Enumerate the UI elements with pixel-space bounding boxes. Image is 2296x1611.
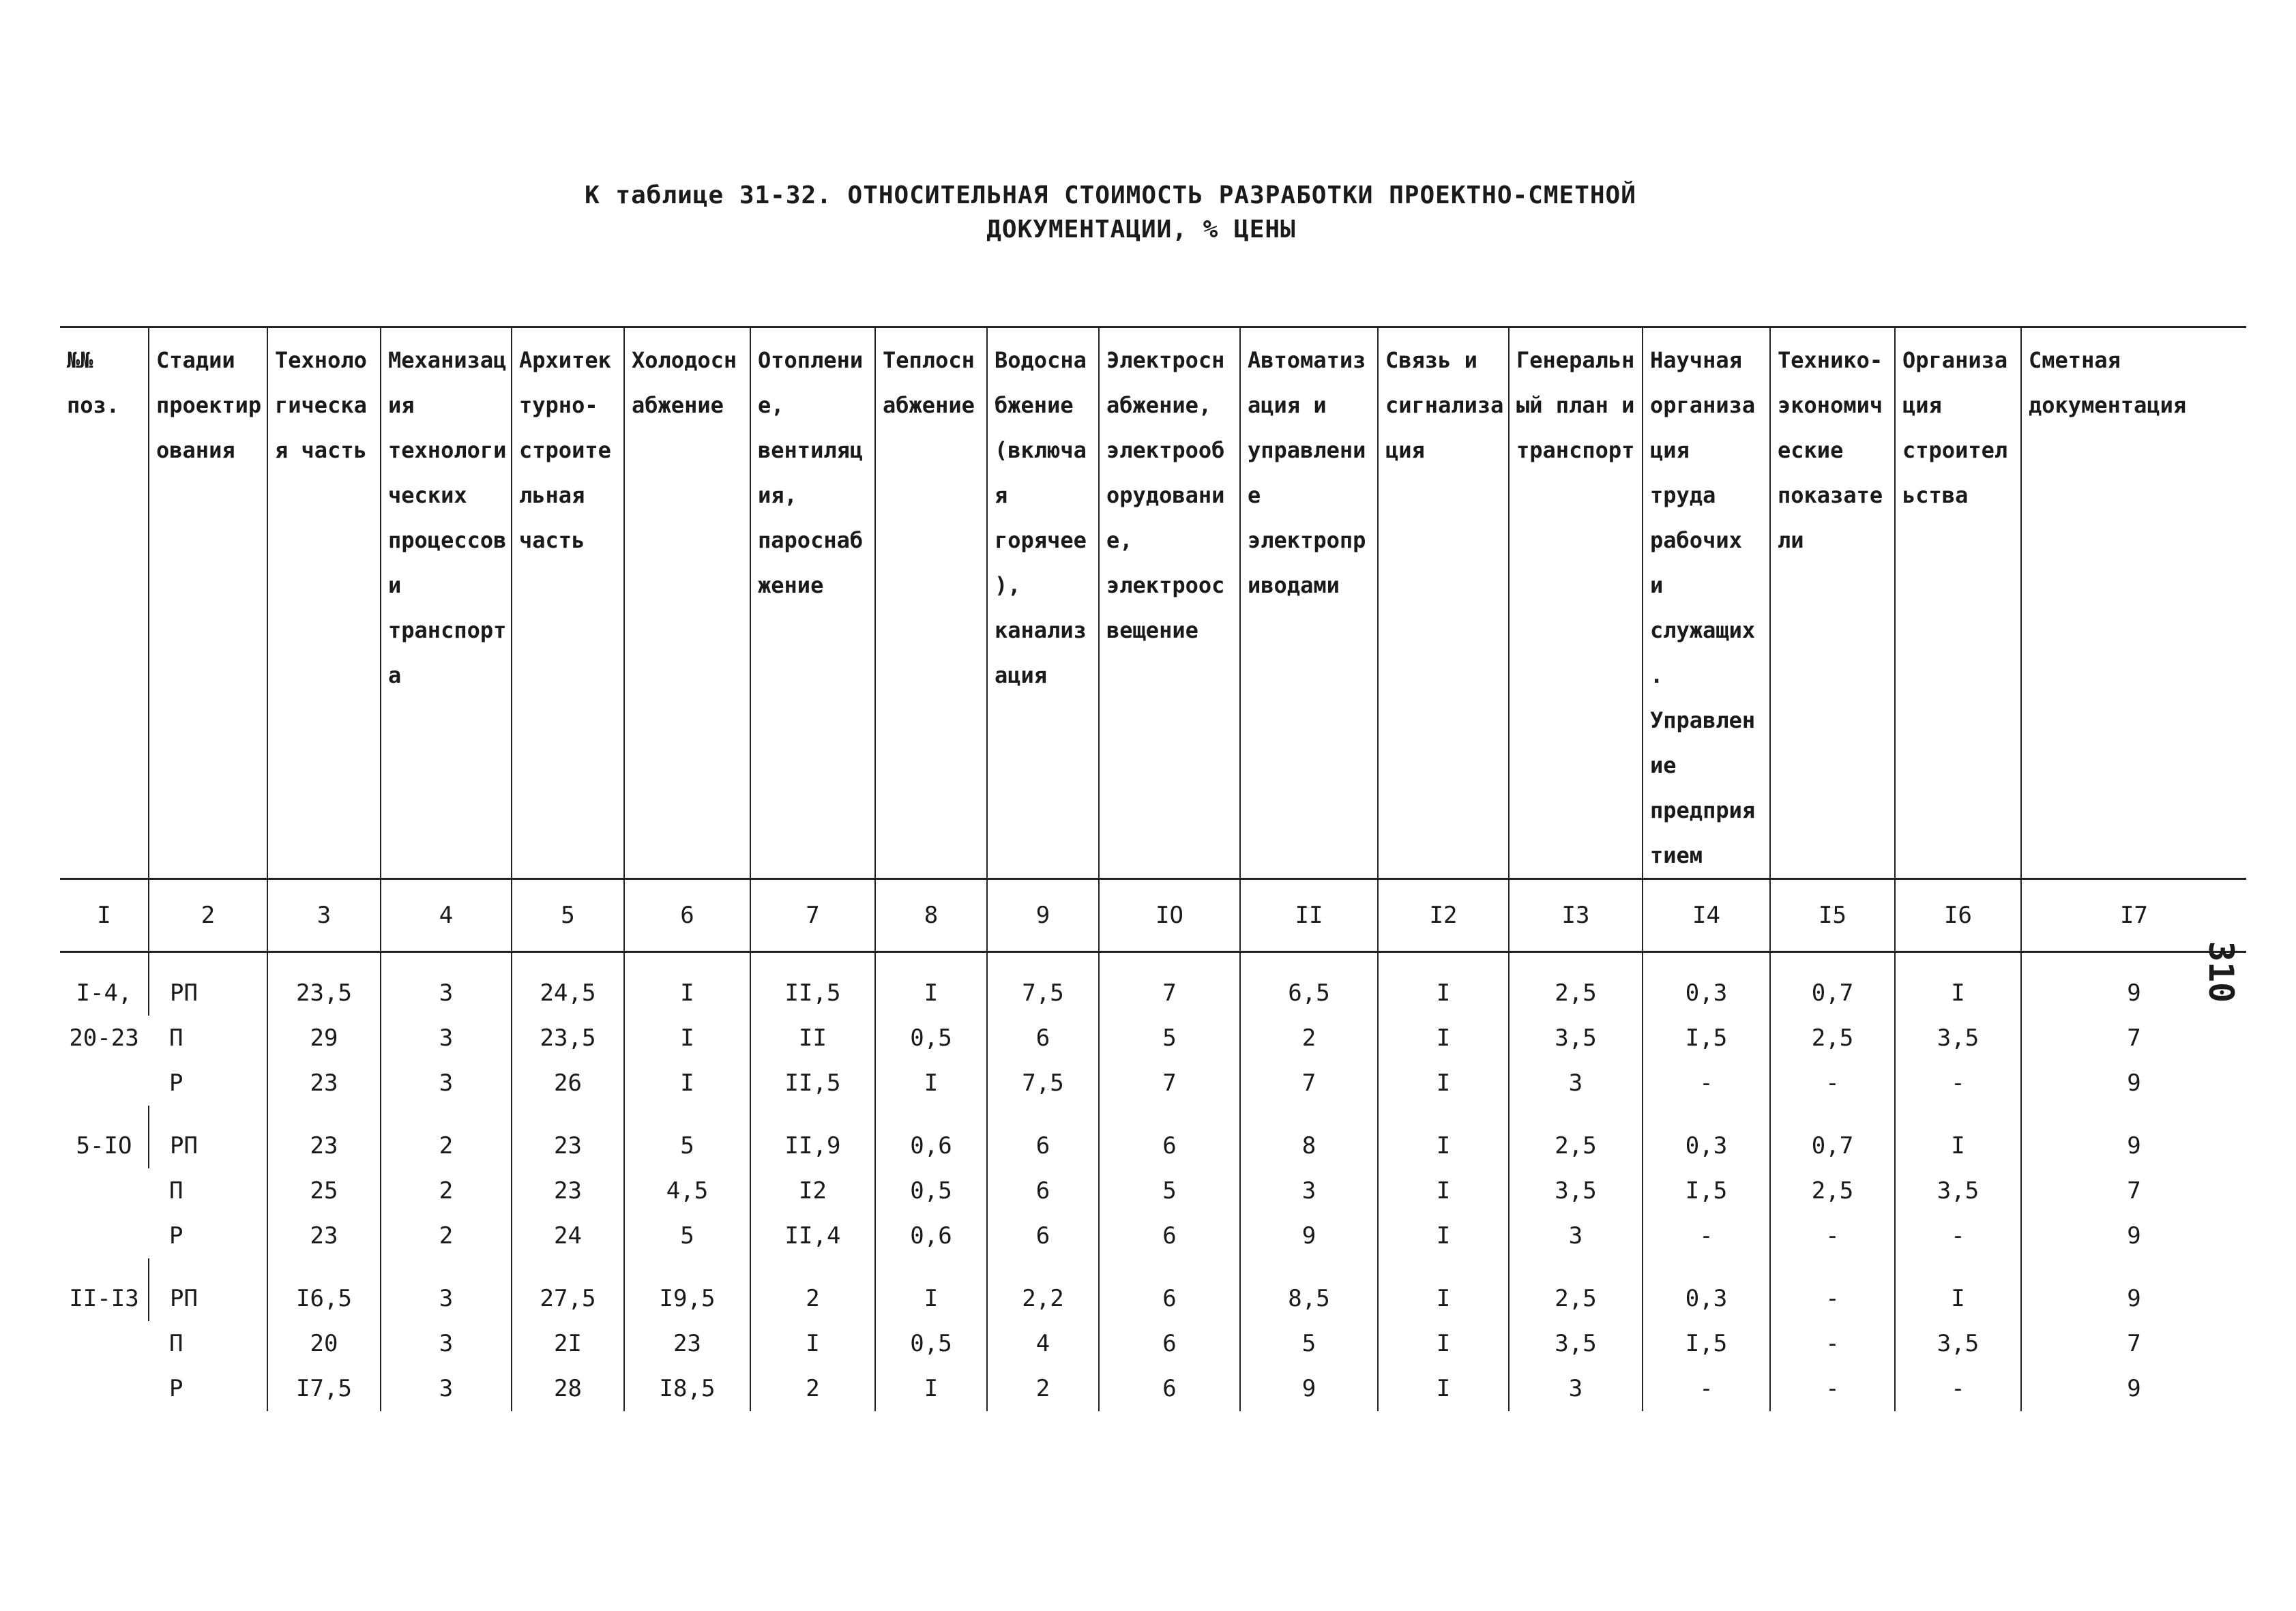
col-header-2: Стадии проектирования xyxy=(149,327,267,879)
value-cell: 3 xyxy=(1509,1061,1643,1106)
value-cell: 6 xyxy=(1099,1213,1240,1258)
stage-cell: П xyxy=(169,1177,183,1204)
page-number: 310 xyxy=(2201,941,2241,1003)
document-title xyxy=(0,179,2296,247)
value-cell: 26 xyxy=(512,1061,624,1106)
value-cell: 25 xyxy=(267,1168,381,1213)
value-cell: I2 xyxy=(750,1168,875,1213)
value-cell: I7,5 xyxy=(267,1366,381,1411)
value-cell: 0,7 xyxy=(1770,1106,1895,1168)
value-cell: 9 xyxy=(2021,1106,2246,1168)
value-cell: 7 xyxy=(1099,1061,1240,1106)
value-cell: 24,5 xyxy=(512,952,624,1016)
column-number-row xyxy=(60,879,2246,952)
value-cell: I xyxy=(1378,1106,1509,1168)
col-header-17: Сметная документация xyxy=(2021,327,2246,879)
value-cell: 6 xyxy=(987,1213,1099,1258)
value-cell: 6 xyxy=(1099,1258,1240,1321)
value-cell: 23,5 xyxy=(267,952,381,1016)
value-cell: I xyxy=(1378,1321,1509,1366)
value-cell: - xyxy=(1770,1321,1895,1366)
value-cell: - xyxy=(1770,1213,1895,1258)
value-cell: I xyxy=(624,952,750,1016)
col-number: 4 xyxy=(381,879,512,952)
col-header-12: Связь и сигнализация xyxy=(1378,327,1509,879)
value-cell: - xyxy=(1643,1061,1770,1106)
value-cell: 2,5 xyxy=(1770,1168,1895,1213)
col-number: I7 xyxy=(2021,879,2246,952)
value-cell: 23 xyxy=(267,1061,381,1106)
value-cell: 23 xyxy=(512,1106,624,1168)
value-cell: I xyxy=(875,1061,987,1106)
value-cell: 23 xyxy=(267,1106,381,1168)
table-row xyxy=(60,1061,2246,1106)
value-cell: 2,5 xyxy=(1509,952,1643,1016)
value-cell: 3 xyxy=(1240,1168,1378,1213)
col-number: IO xyxy=(1099,879,1240,952)
value-cell: 28 xyxy=(512,1366,624,1411)
value-cell: 27,5 xyxy=(512,1258,624,1321)
value-cell: 0,7 xyxy=(1770,952,1895,1016)
value-cell: 6 xyxy=(987,1016,1099,1061)
value-cell: 6 xyxy=(1099,1366,1240,1411)
value-cell: 6 xyxy=(1099,1321,1240,1366)
value-cell: 2,5 xyxy=(1509,1258,1643,1321)
col-number: II xyxy=(1240,879,1378,952)
value-cell: 9 xyxy=(2021,1366,2246,1411)
col-number: I5 xyxy=(1770,879,1895,952)
stage-cell: Р xyxy=(169,1069,183,1097)
value-cell: 7 xyxy=(2021,1016,2246,1061)
value-cell: I xyxy=(875,1366,987,1411)
col-number: 9 xyxy=(987,879,1099,952)
value-cell: II,5 xyxy=(750,1061,875,1106)
value-cell: I xyxy=(1895,1258,2021,1321)
value-cell: 23,5 xyxy=(512,1016,624,1061)
value-cell: 2 xyxy=(987,1366,1099,1411)
value-cell: 2,2 xyxy=(987,1258,1099,1321)
value-cell: 8,5 xyxy=(1240,1258,1378,1321)
value-cell: 23 xyxy=(512,1168,624,1213)
value-cell: II,9 xyxy=(750,1106,875,1168)
table-row xyxy=(60,952,2246,1016)
data-body xyxy=(60,952,2246,1412)
value-cell: I xyxy=(1378,1213,1509,1258)
value-cell: 7 xyxy=(2021,1321,2246,1366)
value-cell: I xyxy=(624,1016,750,1061)
value-cell: - xyxy=(1895,1061,2021,1106)
value-cell: 5 xyxy=(1099,1016,1240,1061)
table-row xyxy=(60,1258,2246,1321)
value-cell: 23 xyxy=(267,1213,381,1258)
value-cell: I6,5 xyxy=(267,1258,381,1321)
value-cell: I8,5 xyxy=(624,1366,750,1411)
value-cell: 2 xyxy=(750,1366,875,1411)
table-row xyxy=(60,1016,2246,1061)
col-header-13: Генеральный план и транспорт xyxy=(1509,327,1643,879)
value-cell: 0,3 xyxy=(1643,1258,1770,1321)
col-number: 7 xyxy=(750,879,875,952)
title-line-1: К таблице 31-32. ОТНОСИТЕЛЬНАЯ СТОИМОСТЬ РАЗРАБОТКИ ПРОЕКТНО-СМЕТНОЙ xyxy=(585,181,1636,209)
value-cell: I xyxy=(1378,1366,1509,1411)
value-cell: 5 xyxy=(1099,1168,1240,1213)
cost-table xyxy=(60,326,2246,1411)
stage-cell: П xyxy=(169,1330,183,1357)
value-cell: 0,5 xyxy=(875,1016,987,1061)
stage-cell: Р xyxy=(169,1375,183,1402)
value-cell: I xyxy=(750,1321,875,1366)
table-row xyxy=(60,1106,2246,1168)
title-line-2: ДОКУМЕНТАЦИИ, % ЦЕНЫ xyxy=(986,216,1296,243)
col-number: 2 xyxy=(149,879,267,952)
value-cell: 6 xyxy=(987,1106,1099,1168)
value-cell: I9,5 xyxy=(624,1258,750,1321)
value-cell: I xyxy=(1378,1016,1509,1061)
col-header-15: Технико-экономические показатели xyxy=(1770,327,1895,879)
value-cell: 3,5 xyxy=(1895,1168,2021,1213)
value-cell: 2 xyxy=(381,1168,512,1213)
col-header-1: №№ поз. xyxy=(60,327,149,879)
stage-cell: РП xyxy=(149,1258,267,1321)
table-row xyxy=(60,1366,2246,1411)
stage-cell: РП xyxy=(149,952,267,1016)
value-cell: 2,5 xyxy=(1509,1106,1643,1168)
value-cell: 2 xyxy=(381,1106,512,1168)
cost-table-sheet xyxy=(60,326,2246,1411)
col-header-11: Автоматизация и управление электроприводами xyxy=(1240,327,1378,879)
value-cell: 4,5 xyxy=(624,1168,750,1213)
value-cell: 3 xyxy=(381,1061,512,1106)
value-cell: 3 xyxy=(1509,1366,1643,1411)
value-cell: I xyxy=(1895,1106,2021,1168)
value-cell: 7,5 xyxy=(987,1061,1099,1106)
value-cell: 4 xyxy=(987,1321,1099,1366)
value-cell: 3,5 xyxy=(1895,1321,2021,1366)
value-cell: 3 xyxy=(381,952,512,1016)
value-cell: 3,5 xyxy=(1509,1016,1643,1061)
stage-cell: Р xyxy=(169,1222,183,1250)
value-cell: I xyxy=(1378,1168,1509,1213)
col-header-4: Механизация технологических процессов и транспорта xyxy=(381,327,512,879)
value-cell: I,5 xyxy=(1643,1168,1770,1213)
value-cell: 0,5 xyxy=(875,1168,987,1213)
value-cell: 5 xyxy=(624,1106,750,1168)
col-header-10: Электроснабжение, электрооборудование, электроосвещение xyxy=(1099,327,1240,879)
value-cell: 0,3 xyxy=(1643,1106,1770,1168)
value-cell: 5 xyxy=(624,1213,750,1258)
col-header-9: Водоснабжение (включая горячее), канализация xyxy=(987,327,1099,879)
position-cell: II-I3 xyxy=(69,1285,139,1312)
value-cell: 9 xyxy=(1240,1213,1378,1258)
value-cell: 9 xyxy=(2021,1258,2246,1321)
value-cell: I xyxy=(1378,952,1509,1016)
value-cell: 6,5 xyxy=(1240,952,1378,1016)
value-cell: 9 xyxy=(2021,1213,2246,1258)
col-header-14: Научная организация труда рабочих и служащих. Управление предприятием xyxy=(1643,327,1770,879)
value-cell: 8 xyxy=(1240,1106,1378,1168)
col-number: I3 xyxy=(1509,879,1643,952)
col-header-7: Отопление, вентиляция, пароснабжение xyxy=(750,327,875,879)
value-cell: 0,3 xyxy=(1643,952,1770,1016)
value-cell: 7,5 xyxy=(987,952,1099,1016)
col-header-5: Архитектурно-строительная часть xyxy=(512,327,624,879)
value-cell: - xyxy=(1770,1366,1895,1411)
value-cell: 0,5 xyxy=(875,1321,987,1366)
value-cell: 3,5 xyxy=(1509,1321,1643,1366)
value-cell: 3 xyxy=(1509,1213,1643,1258)
value-cell: I xyxy=(875,952,987,1016)
value-cell: 3 xyxy=(381,1321,512,1366)
value-cell: I,5 xyxy=(1643,1016,1770,1061)
position-cell: I-4, 20-23 xyxy=(69,979,139,1052)
value-cell: 9 xyxy=(2021,952,2246,1016)
table-row xyxy=(60,1321,2246,1366)
value-cell: - xyxy=(1895,1213,2021,1258)
value-cell: 9 xyxy=(1240,1366,1378,1411)
value-cell: 23 xyxy=(624,1321,750,1366)
col-number: I xyxy=(60,879,149,952)
value-cell: 2 xyxy=(750,1258,875,1321)
value-cell: 3 xyxy=(381,1016,512,1061)
table-row xyxy=(60,1168,2246,1213)
col-header-16: Организация строительства xyxy=(1895,327,2021,879)
value-cell: 2 xyxy=(381,1213,512,1258)
value-cell: 0,6 xyxy=(875,1213,987,1258)
col-header-6: Холодоснабжение xyxy=(624,327,750,879)
value-cell: - xyxy=(1643,1366,1770,1411)
col-number: I4 xyxy=(1643,879,1770,952)
value-cell: 2,5 xyxy=(1770,1016,1895,1061)
value-cell: 7 xyxy=(1099,952,1240,1016)
value-cell: II,4 xyxy=(750,1213,875,1258)
value-cell: II xyxy=(750,1016,875,1061)
value-cell: 7 xyxy=(2021,1168,2246,1213)
value-cell: - xyxy=(1770,1061,1895,1106)
value-cell: 6 xyxy=(1099,1106,1240,1168)
stage-cell: П xyxy=(169,1024,183,1052)
col-header-8: Теплоснабжение xyxy=(875,327,987,879)
value-cell: 24 xyxy=(512,1213,624,1258)
value-cell: II,5 xyxy=(750,952,875,1016)
value-cell: 5 xyxy=(1240,1321,1378,1366)
value-cell: 3 xyxy=(381,1366,512,1411)
table-row xyxy=(60,1213,2246,1258)
value-cell: 2 xyxy=(1240,1016,1378,1061)
stage-cell: РП xyxy=(149,1106,267,1168)
value-cell: - xyxy=(1895,1366,2021,1411)
value-cell: 9 xyxy=(2021,1061,2246,1106)
value-cell: 3,5 xyxy=(1509,1168,1643,1213)
value-cell: I xyxy=(1378,1061,1509,1106)
value-cell: I xyxy=(1378,1258,1509,1321)
col-header-3: Технологическая часть xyxy=(267,327,381,879)
value-cell: - xyxy=(1643,1213,1770,1258)
value-cell: 29 xyxy=(267,1016,381,1061)
col-number: 8 xyxy=(875,879,987,952)
value-cell: 6 xyxy=(987,1168,1099,1213)
position-cell: 5-IO xyxy=(76,1132,132,1159)
value-cell: 20 xyxy=(267,1321,381,1366)
value-cell: 0,6 xyxy=(875,1106,987,1168)
value-cell: I,5 xyxy=(1643,1321,1770,1366)
col-number: I6 xyxy=(1895,879,2021,952)
col-number: 5 xyxy=(512,879,624,952)
value-cell: I xyxy=(624,1061,750,1106)
value-cell: I xyxy=(1895,952,2021,1016)
col-number: 6 xyxy=(624,879,750,952)
value-cell: I xyxy=(875,1258,987,1321)
col-number: I2 xyxy=(1378,879,1509,952)
header-row xyxy=(60,327,2246,879)
value-cell: 3 xyxy=(381,1258,512,1321)
value-cell: 2I xyxy=(512,1321,624,1366)
col-number: 3 xyxy=(267,879,381,952)
value-cell: 3,5 xyxy=(1895,1016,2021,1061)
value-cell: - xyxy=(1770,1258,1895,1321)
value-cell: 7 xyxy=(1240,1061,1378,1106)
